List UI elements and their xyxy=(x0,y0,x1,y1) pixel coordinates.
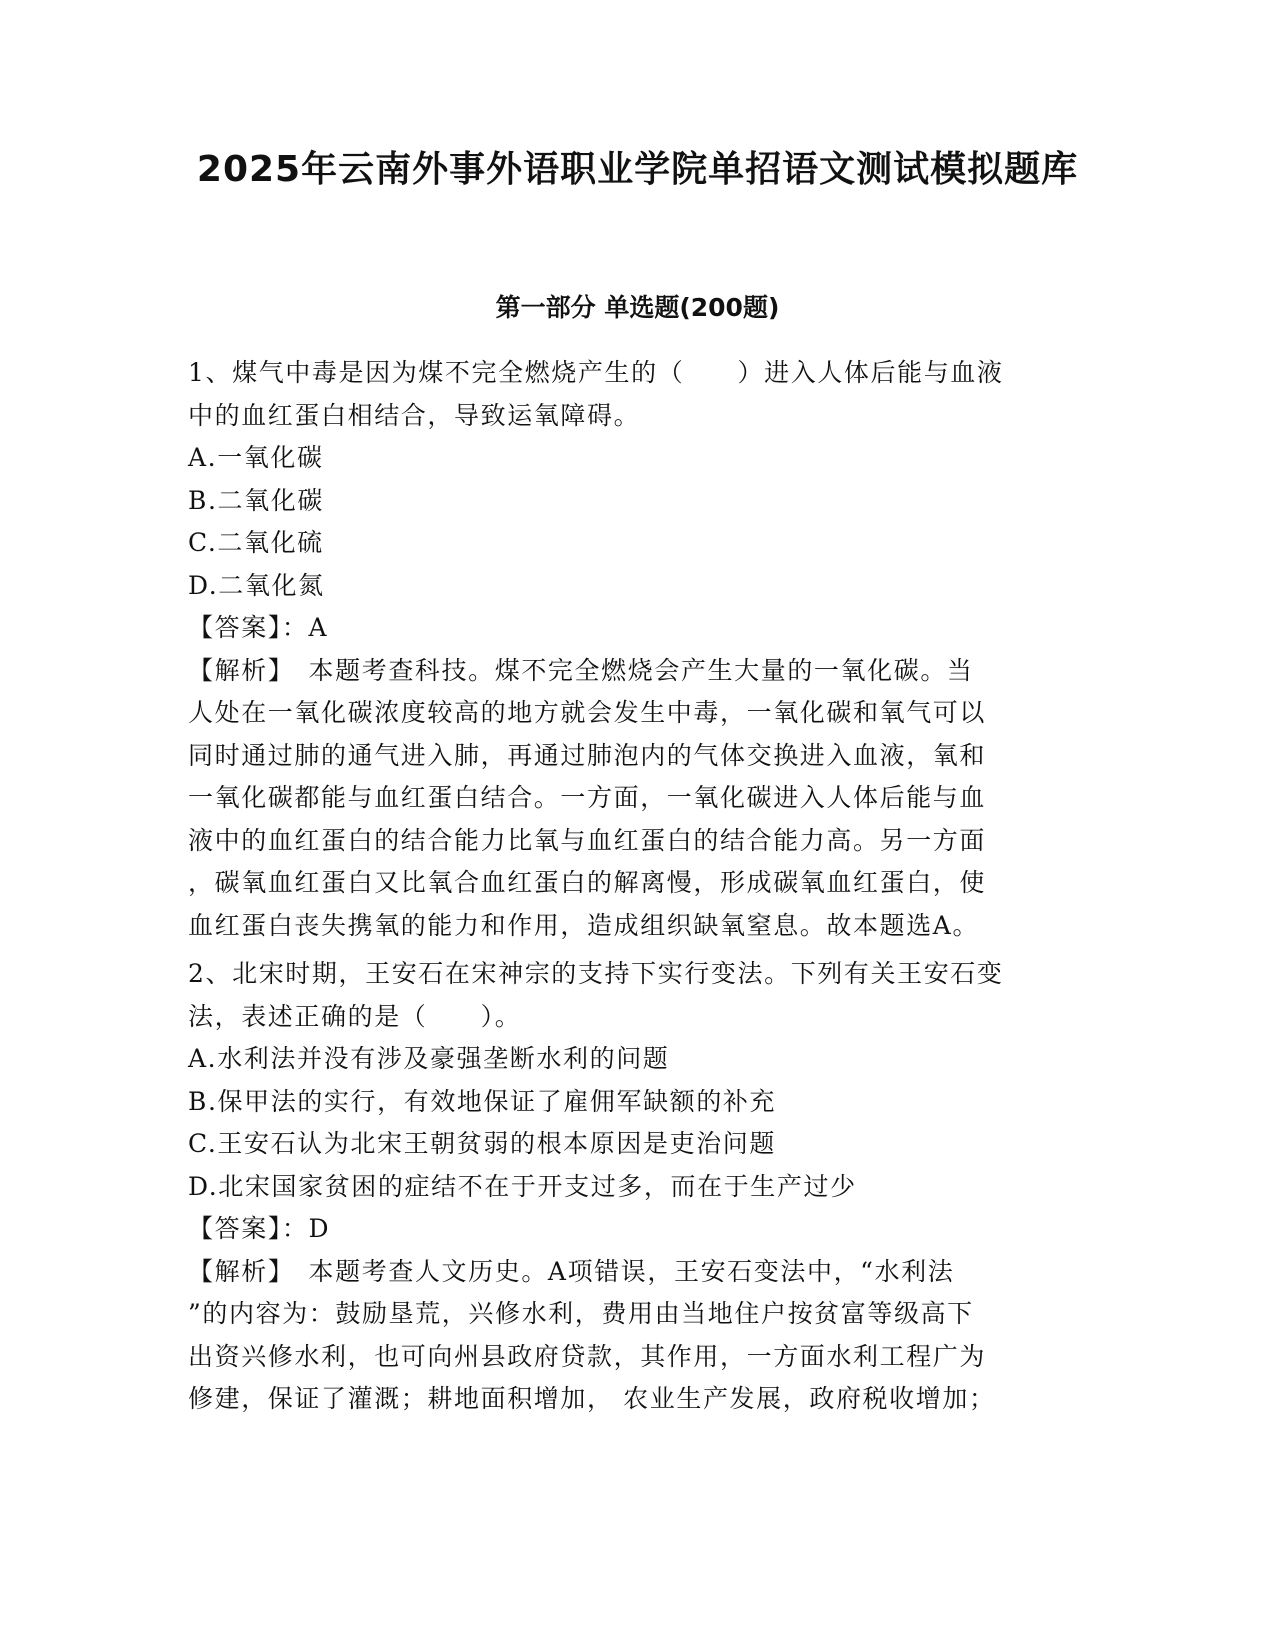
section-title: 第一部分 单选题(200题) xyxy=(495,293,780,322)
option-c: C.王安石认为北宋王朝贫弱的根本原因是吏治问题 xyxy=(188,1129,776,1158)
question-list xyxy=(188,352,1068,1421)
analysis-line: 同时通过肺的通气进入肺，再通过肺泡内的气体交换进入血液，氧和 xyxy=(188,740,987,770)
question-1 xyxy=(188,352,1068,947)
answer-value: D xyxy=(308,1214,331,1243)
answer-value: A xyxy=(308,613,329,642)
answer-label: 【答案】： xyxy=(188,1214,309,1243)
analysis-text: 本题考查人文历史。A项错误，王安石变法中，“水利法 xyxy=(308,1256,955,1286)
option-d: D.北宋国家贫困的症结不在于开支过多，而在于生产过少 xyxy=(188,1171,857,1201)
option-a: A.水利法并没有涉及豪强垄断水利的问题 xyxy=(188,1044,670,1073)
analysis-label: 【解析】 xyxy=(188,655,309,685)
answer-label: 【答案】： xyxy=(188,613,309,642)
option-d: D.二氧化氮 xyxy=(188,570,325,600)
analysis-line: ”的内容为：鼓励垦荒，兴修水利，费用由当地住户按贫富等级高下 xyxy=(188,1299,974,1328)
option-c: C.二氧化硫 xyxy=(188,528,324,557)
question-stem-line: 中的血红蛋白相结合，导致运氧障碍。 xyxy=(188,400,641,430)
analysis-line: 人处在一氧化碳浓度较高的地方就会发生中毒，一氧化碳和氧气可以 xyxy=(188,698,987,727)
question-stem-line: 法，表述正确的是（ ）。 xyxy=(188,1001,522,1031)
analysis-line: 血红蛋白丧失携氧的能力和作用，造成组织缺氧窒息。故本题选A。 xyxy=(188,910,980,940)
analysis-text: 本题考查科技。煤不完全燃烧会产生大量的一氧化碳。当 xyxy=(308,655,974,685)
answer-line xyxy=(188,607,1068,650)
question-stem-line: 2、北宋时期，王安石在宋神宗的支持下实行变法。下列有关王安石变 xyxy=(188,959,1004,988)
question-2 xyxy=(188,953,1068,1421)
option-b: B.二氧化碳 xyxy=(188,485,324,515)
analysis-line: 修建，保证了灌溉；耕地面积增加， 农业生产发展，政府税收增加； xyxy=(188,1384,996,1413)
option-b: B.保甲法的实行，有效地保证了雇佣军缺额的补充 xyxy=(188,1086,777,1116)
analysis-line: 一氧化碳都能与血红蛋白结合。一方面，一氧化碳进入人体后能与血 xyxy=(188,783,987,812)
question-stem-line: 1、煤气中毒是因为煤不完全燃烧产生的（ ）进入人体后能与血液 xyxy=(188,358,1004,387)
analysis-label: 【解析】 xyxy=(188,1256,309,1286)
document-title: 2025年云南外事外语职业学院单招语文测试模拟题库 xyxy=(196,149,1079,190)
answer-line xyxy=(188,1208,1068,1251)
analysis-line: ，碳氧血红蛋白又比氧合血红蛋白的解离慢，形成碳氧血红蛋白，使 xyxy=(188,868,987,897)
analysis-line xyxy=(188,650,1068,693)
analysis-line: 出资兴修水利，也可向州县政府贷款，其作用，一方面水利工程广为 xyxy=(188,1341,987,1371)
option-a: A.一氧化碳 xyxy=(188,443,324,472)
analysis-line xyxy=(188,1251,1068,1294)
analysis-line: 液中的血红蛋白的结合能力比氧与血红蛋白的结合能力高。另一方面 xyxy=(188,825,987,855)
